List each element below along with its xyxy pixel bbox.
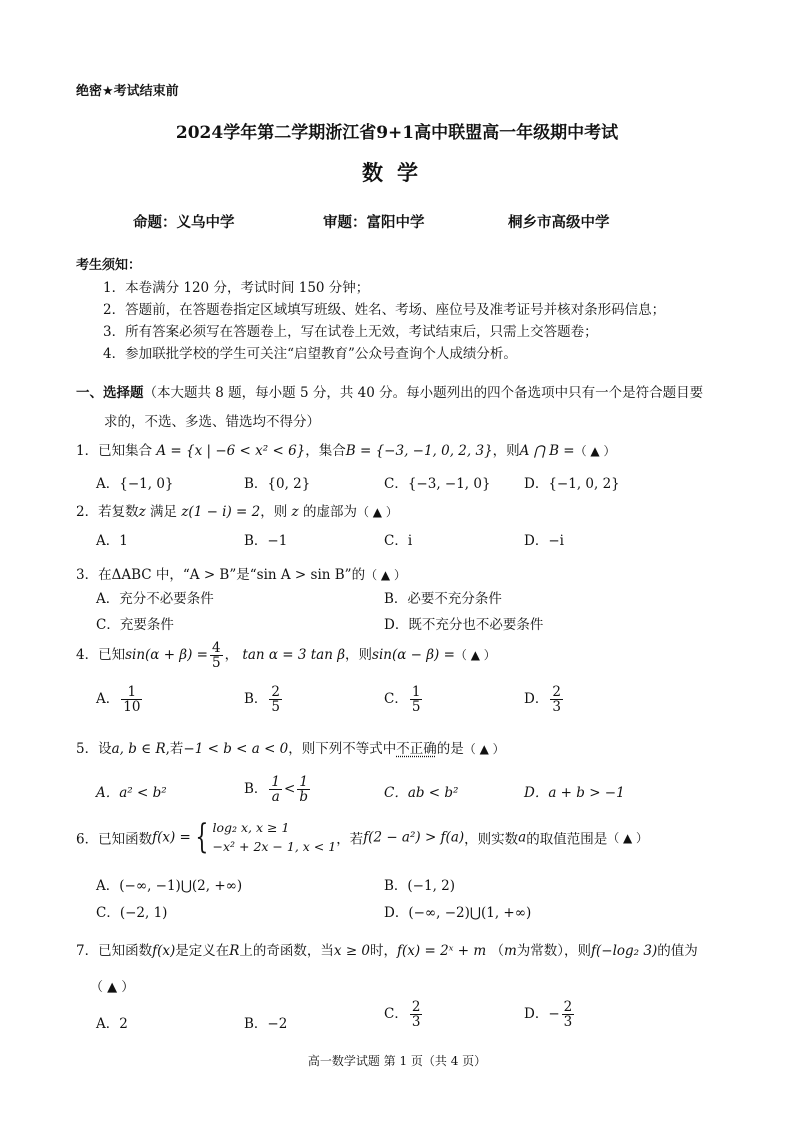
math-expr: f(x) = 2ˣ + m — [397, 943, 487, 959]
option-a: A．1 — [96, 533, 128, 549]
notice-item: 3．所有答案必须写在答题卷上，写在试卷上无效，考试结束后，只需上交答题卷； — [103, 324, 598, 340]
question-text: ，则下列不等式中 — [288, 741, 397, 757]
question-text: 的虚部为 — [302, 504, 357, 520]
option-c: C．(−2, 1) — [96, 905, 168, 921]
question-text: ，集合 — [305, 443, 346, 459]
question-text: ，则 — [260, 504, 288, 520]
option-a: A．(−∞, −1)⋃(2, +∞) — [96, 878, 243, 894]
question-number: 3． — [76, 567, 99, 583]
math-expr: f(x) = — [152, 829, 191, 846]
option-d: D．(−∞, −2)⋃(1, +∞) — [384, 905, 532, 921]
fraction: $\frac{4}{5}$ — [212, 640, 221, 672]
option-c: C．i — [384, 533, 413, 549]
question-text: 已知函数 — [98, 943, 153, 959]
option-d: D．a + b > −1 — [524, 785, 625, 801]
question-2 — [76, 500, 398, 520]
math-expr: sin(α − β) = — [372, 647, 455, 664]
option-b: B．−2 — [244, 1016, 288, 1032]
question-7 — [76, 939, 698, 959]
section-label: 一、选择题 — [76, 385, 144, 401]
option-d: D． $\frac{2}{3}$ — [524, 684, 561, 716]
option-c: C．充要条件 — [96, 617, 174, 633]
math-expr: B = {−3, −1, 0, 2, 3} — [345, 443, 493, 459]
question-text: 若复数 — [98, 504, 139, 520]
emphasis: 不正确 — [396, 741, 437, 757]
math-expr: z(1 − i) = 2 — [181, 504, 261, 520]
credit-proposer: 命题：义乌中学 — [133, 215, 235, 231]
question-text: 时， — [370, 943, 398, 959]
math-expr: f(x) — [152, 943, 176, 959]
math-var: z — [138, 504, 146, 520]
credit-reviewer-2: 桐乡市高级中学 — [508, 215, 610, 231]
option-c: C．ab < b² — [384, 785, 459, 801]
answer-placeholder: （ ▲ ） — [356, 505, 398, 519]
math-var: a — [518, 829, 527, 846]
answer-placeholder: （ ▲ ） — [607, 830, 649, 845]
question-5 — [76, 737, 505, 757]
option-b: B．必要不充分条件 — [384, 591, 502, 607]
question-number: 7． — [76, 943, 99, 959]
option-a: A． $\frac{1}{10}$ — [96, 684, 141, 716]
option-b: B．(−1, 2) — [384, 878, 456, 894]
question-4 — [76, 641, 496, 670]
question-text: ,若 — [165, 741, 184, 757]
question-number: 5． — [76, 741, 99, 757]
subject-title: 数学 — [362, 160, 432, 185]
question-text: 设 — [98, 741, 112, 757]
option-c: C． $\frac{2}{3}$ — [384, 999, 421, 1031]
question-text: 的值为 — [657, 943, 698, 959]
question-text: 的是 — [436, 741, 464, 757]
question-text: ，则 — [345, 647, 373, 664]
math-expr: f(2 − a²) > f(a) — [363, 829, 465, 846]
option-c: C． $\frac{1}{5}$ — [384, 684, 421, 716]
question-number: 2． — [76, 504, 99, 520]
option-b: B．{0, 2} — [244, 476, 311, 492]
option-b: B． $\frac{1}{a}$ < $\frac{1}{b}$ — [244, 774, 308, 806]
math-var: m — [503, 943, 517, 959]
math-expr: x ≥ 0 — [333, 943, 371, 959]
question-text: 在ΔABC 中，“A > B”是“sin A > sin B”的 — [98, 567, 366, 583]
question-text: ，则 — [492, 443, 520, 459]
option-b: B． $\frac{2}{5}$ — [244, 684, 281, 716]
question-text: 为常数），则 — [516, 943, 592, 959]
math-expr: a, b ∈ R — [111, 741, 166, 757]
piecewise: log₂ x, x ≥ 1 −x² + 2x − 1, x < 1 — [212, 820, 337, 855]
question-text: （ — [490, 943, 504, 959]
secret-label: 绝密★考试结束前 — [76, 84, 179, 99]
answer-placeholder: （ ▲ ） — [365, 568, 406, 582]
option-a: A．2 — [96, 1016, 128, 1032]
option-a: A．a² < b² — [96, 785, 167, 801]
question-text: 已知集合 — [98, 443, 153, 459]
section-desc-1: （本大题共 8 题，每小题 5 分，共 40 分。每小题列出的四个备选项中只有一个是符合题目要 — [143, 385, 704, 401]
question-text: 的取值范围是 — [526, 831, 608, 848]
answer-placeholder: （ ▲ ） — [574, 444, 616, 458]
notice-heading: 考生须知： — [76, 258, 142, 273]
answer-placeholder: （ ▲ ） — [454, 648, 496, 663]
answer-placeholder: （ ▲ ） — [90, 980, 135, 995]
question-text: 已知函数 — [98, 831, 153, 848]
question-number: 1． — [76, 443, 99, 459]
option-d: D．既不充分也不必要条件 — [384, 617, 544, 633]
math-expr: −1 < b < a < 0 — [183, 741, 289, 757]
section-desc-2: 求的，不选、多选、错选均不得分） — [104, 414, 320, 430]
question-1 — [76, 439, 615, 459]
question-number: 6． — [76, 831, 99, 848]
option-d: D．−i — [524, 533, 564, 549]
question-text: 满足 — [150, 504, 178, 520]
math-expr: f(−log₂ 3) — [591, 943, 658, 959]
option-d: D．− $\frac{2}{3}$ — [524, 999, 573, 1031]
exam-title: 2024学年第二学期浙江省9+1高中联盟高一年级期中考试 — [175, 123, 619, 143]
option-a: A．充分不必要条件 — [96, 591, 214, 607]
math-expr: A = {x | −6 < x² < 6} — [156, 443, 306, 459]
answer-placeholder: （ ▲ ） — [463, 742, 505, 756]
option-b: B．−1 — [244, 533, 288, 549]
question-text: ，若 — [336, 831, 364, 848]
option-a: A．{−1, 0} — [96, 476, 174, 492]
credit-reviewer-1: 审题：富阳中学 — [323, 215, 425, 231]
question-6: 6．已知函数f(x) = { log₂ x, x ≥ 1 −x² + 2x − 1, x < 1 ，若f(2 − a²) > f(a)，则实数a的取值范围是（ ▲ ） — [76, 817, 649, 858]
math-expr: sin(α + β) = — [125, 647, 208, 664]
question-text: 上的奇函数，当 — [239, 943, 334, 959]
math-expr: A ⋂ B = — [519, 443, 575, 459]
page-footer: 高一数学试题 第 1 页（共 4 页） — [307, 1054, 487, 1068]
notice-item: 2．答题前，在答题卷指定区域填写班级、姓名、考场、座位号及准考证号并核对条形码信息； — [103, 302, 666, 318]
option-d: D．{−1, 0, 2} — [524, 476, 620, 492]
question-3 — [76, 563, 406, 583]
question-text: ，则实数 — [464, 831, 519, 848]
math-var: z — [291, 504, 299, 520]
question-text: ， — [224, 647, 239, 664]
section-heading — [76, 381, 703, 401]
math-var: R — [229, 943, 240, 959]
math-expr: tan α = 3 tan β — [242, 647, 346, 664]
question-number: 4． — [76, 647, 99, 664]
notice-item: 4．参加联批学校的学生可关注“启望教育”公众号查询个人成绩分析。 — [103, 346, 517, 362]
question-text: 是定义在 — [175, 943, 230, 959]
option-c: C．{−3, −1, 0} — [384, 476, 491, 492]
question-text: 已知 — [98, 647, 126, 664]
notice-item: 1．本卷满分 120 分，考试时间 150 分钟； — [103, 280, 370, 296]
